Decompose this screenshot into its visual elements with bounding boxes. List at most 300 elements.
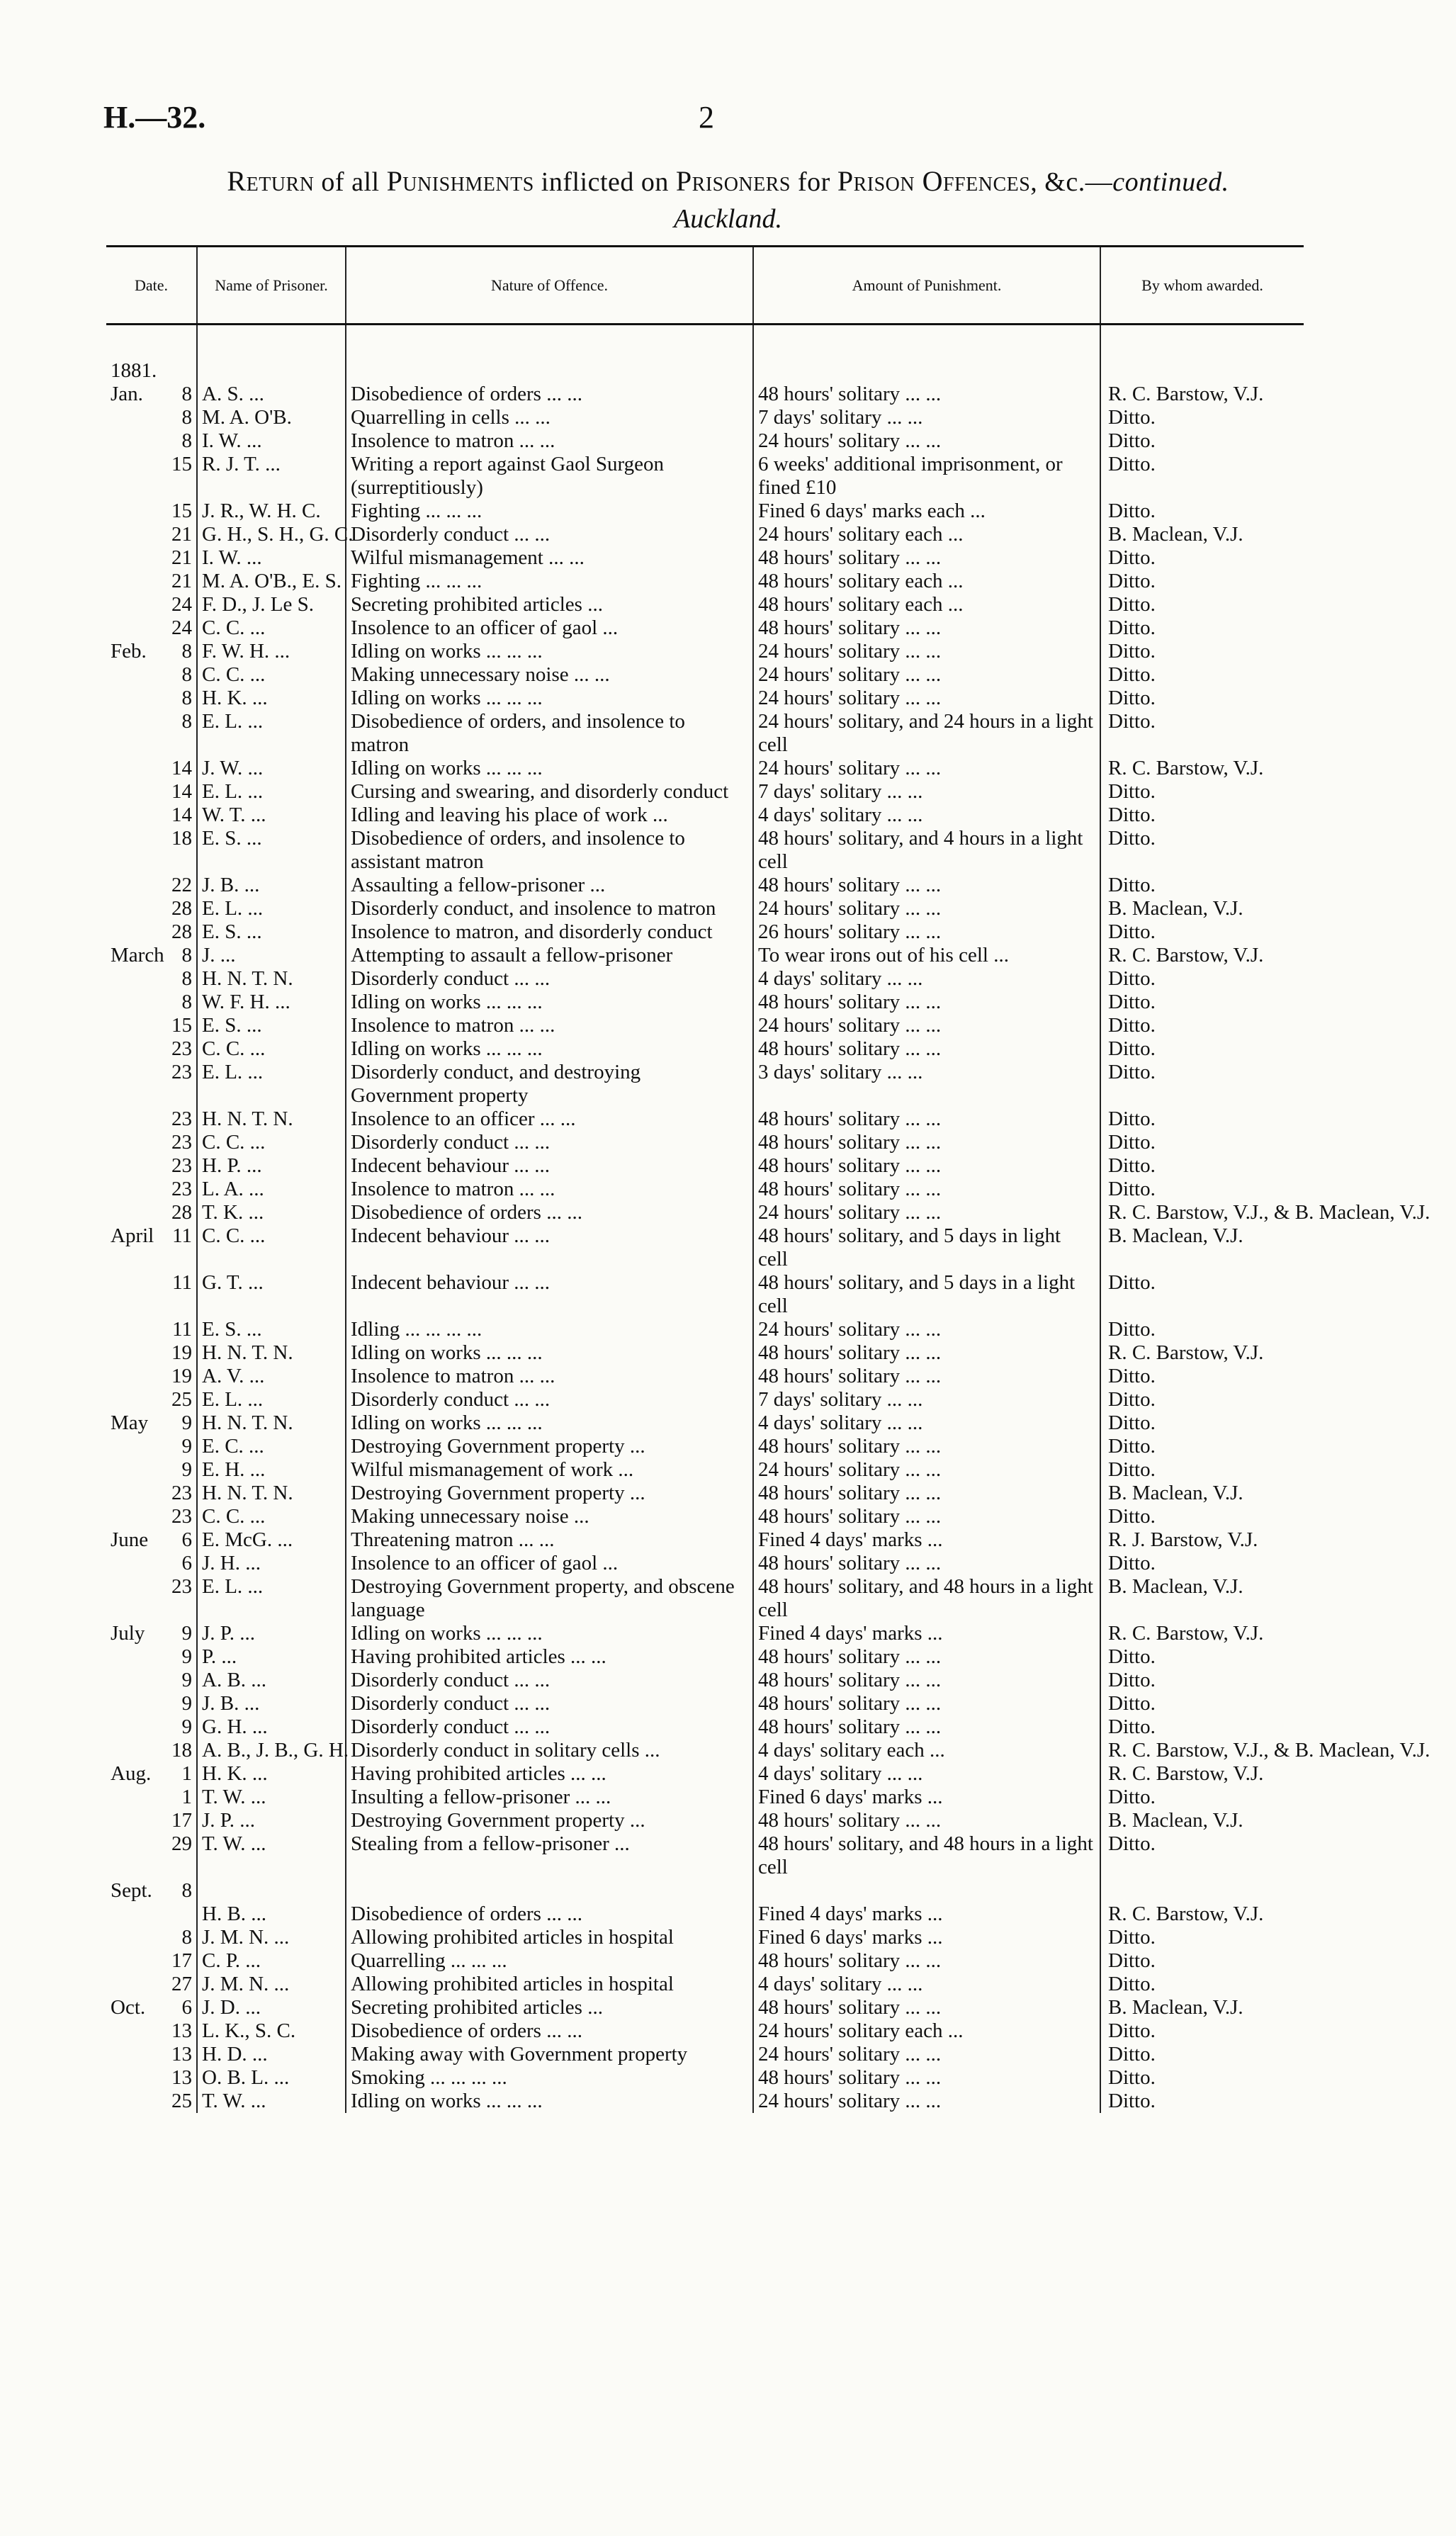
- offence-cell: Fighting ... ... ...: [346, 570, 753, 593]
- date-cell: [106, 1131, 197, 1154]
- date-day: 13: [171, 2043, 192, 2066]
- prisoner-name-cell: C. C. ...: [197, 1131, 346, 1154]
- date-month: Feb.: [111, 640, 147, 663]
- date-day: 23: [171, 1154, 192, 1177]
- table-row: [106, 1669, 1304, 1692]
- punishment-cell: 24 hours' solitary ... ...: [753, 2043, 1100, 2066]
- punishment-cell: 48 hours' solitary ... ...: [753, 1669, 1100, 1692]
- prisoner-name-cell: E. McG. ...: [197, 1528, 346, 1552]
- punishment-cell: 7 days' solitary ... ...: [753, 1388, 1100, 1411]
- table-row: [106, 663, 1304, 687]
- punishment-cell: 24 hours' solitary ... ...: [753, 757, 1100, 780]
- awarded-by-cell: Ditto.: [1100, 874, 1304, 897]
- punishment-cell: 48 hours' solitary ... ...: [753, 546, 1100, 570]
- awarded-by-cell: Ditto.: [1100, 1505, 1304, 1528]
- punishment-cell: Fined 4 days' marks ...: [753, 1903, 1100, 1926]
- date-day: 25: [171, 1388, 192, 1411]
- prisoner-name-cell: G. H., S. H., G. C.: [197, 523, 346, 546]
- punishment-cell: To wear irons out of his cell ...: [753, 944, 1100, 967]
- date-cell: [106, 757, 197, 780]
- offence-cell: Assaulting a fellow-prisoner ...: [346, 874, 753, 897]
- prisoner-name-cell: G. T. ...: [197, 1271, 346, 1318]
- table-row: [106, 920, 1304, 944]
- punishment-cell: Fined 6 days' marks each ...: [753, 500, 1100, 523]
- punishment-cell: 6 weeks' additional imprisonment, or fined £10: [753, 453, 1100, 500]
- offence-cell: Destroying Government property ...: [346, 1435, 753, 1458]
- punishment-cell: 48 hours' solitary ... ...: [753, 1037, 1100, 1061]
- date-month: June: [111, 1528, 149, 1551]
- punishment-cell: 3 days' solitary ... ...: [753, 1061, 1100, 1108]
- table-row: [106, 2019, 1304, 2043]
- prisoner-name-cell: J. P. ...: [197, 1622, 346, 1645]
- date-cell: [106, 2043, 197, 2066]
- date-day: 8: [181, 383, 192, 405]
- date-day: 28: [171, 1201, 192, 1224]
- column-header-date: Date.: [106, 247, 197, 325]
- punishment-cell: 4 days' solitary ... ...: [753, 804, 1100, 827]
- table-row: [106, 1014, 1304, 1037]
- date-day: 8: [181, 944, 192, 967]
- date-cell: [106, 1271, 197, 1318]
- date-cell: [106, 1762, 197, 1786]
- table-row: [106, 1505, 1304, 1528]
- punishment-cell: 24 hours' solitary ... ...: [753, 687, 1100, 710]
- date-month: Sept.: [111, 1879, 152, 1902]
- punishment-cell: 48 hours' solitary ... ...: [753, 1645, 1100, 1669]
- offence-cell: Idling and leaving his place of work ...: [346, 804, 753, 827]
- punishment-cell: 48 hours' solitary ... ...: [753, 1435, 1100, 1458]
- date-day: 9: [181, 1715, 192, 1738]
- table-row: [106, 1926, 1304, 1949]
- offence-cell: Insolence to an officer of gaol ...: [346, 616, 753, 640]
- prisoner-name-cell: F. W. H. ...: [197, 640, 346, 663]
- table-row: [106, 570, 1304, 593]
- date-cell: [106, 1014, 197, 1037]
- punishment-cell: 4 days' solitary ... ...: [753, 1762, 1100, 1786]
- awarded-by-cell: Ditto.: [1100, 827, 1304, 874]
- date-day: 21: [171, 546, 192, 569]
- offence-cell: Idling on works ... ... ...: [346, 687, 753, 710]
- date-cell: [106, 1973, 197, 1996]
- date-cell: [106, 1037, 197, 1061]
- awarded-by-cell: Ditto.: [1100, 1458, 1304, 1482]
- prisoner-name-cell: J. M. N. ...: [197, 1973, 346, 1996]
- awarded-by-cell: Ditto.: [1100, 1973, 1304, 1996]
- date-cell: [106, 1365, 197, 1388]
- awarded-by-cell: Ditto.: [1100, 920, 1304, 944]
- offence-cell: Disorderly conduct ... ...: [346, 1669, 753, 1692]
- awarded-by-cell: Ditto.: [1100, 1178, 1304, 1201]
- offence-cell: Disorderly conduct ... ...: [346, 1715, 753, 1739]
- offence-cell: Indecent behaviour ... ...: [346, 1154, 753, 1178]
- prisoner-name-cell: M. A. O'B.: [197, 406, 346, 429]
- title-continued: continued.: [1112, 167, 1229, 197]
- date-day: 13: [171, 2019, 192, 2042]
- punishment-cell: 48 hours' solitary ... ...: [753, 1154, 1100, 1178]
- prisoner-name-cell: J. P. ...: [197, 1809, 346, 1832]
- page-number: 2: [699, 100, 714, 135]
- date-day: 23: [171, 1037, 192, 1060]
- awarded-by-cell: Ditto.: [1100, 1832, 1304, 1879]
- table-row: [106, 1365, 1304, 1388]
- date-day: 22: [171, 874, 192, 896]
- punishment-cell: 24 hours' solitary each ...: [753, 523, 1100, 546]
- offence-cell: Allowing prohibited articles in hospital: [346, 1926, 753, 1949]
- punishment-cell: 48 hours' solitary ... ...: [753, 874, 1100, 897]
- awarded-by-cell: R. C. Barstow, V.J.: [1100, 1622, 1304, 1645]
- prisoner-name-cell: E. S. ...: [197, 920, 346, 944]
- prisoner-name-cell: A. V. ...: [197, 1365, 346, 1388]
- date-day: 18: [171, 827, 192, 850]
- title-offences: Prison Offences: [837, 165, 1031, 197]
- date-month: July: [111, 1622, 145, 1645]
- offence-cell: Idling on works ... ... ...: [346, 1622, 753, 1645]
- title-tail: , &c.—: [1030, 167, 1113, 197]
- prisoner-name-cell: C. C. ...: [197, 1037, 346, 1061]
- table-body: [106, 325, 1430, 2114]
- prisoner-name-cell: M. A. O'B., E. S.: [197, 570, 346, 593]
- prisoner-name-cell: J. M. N. ...: [197, 1926, 346, 1949]
- table-row: [106, 1832, 1304, 1879]
- prisoner-name-cell: W. T. ...: [197, 804, 346, 827]
- date-month: April: [111, 1224, 154, 1247]
- awarded-by-cell: Ditto.: [1100, 1552, 1304, 1575]
- prisoner-name-cell: G. H. ...: [197, 1715, 346, 1739]
- date-month: May: [111, 1411, 149, 1434]
- title-prisoners: Prisoners: [675, 165, 791, 197]
- offence-cell: Having prohibited articles ... ...: [346, 1762, 753, 1786]
- table-row: [106, 383, 1304, 406]
- title-part: of all: [321, 167, 380, 197]
- awarded-by-cell: B. Maclean, V.J.: [1100, 1575, 1304, 1622]
- date-cell: [106, 827, 197, 874]
- date-day: 13: [171, 2066, 192, 2089]
- punishment-cell: 48 hours' solitary, and 5 days in a light cell: [753, 1271, 1100, 1318]
- offence-cell: Disorderly conduct, and insolence to matron: [346, 897, 753, 920]
- offence-cell: Disorderly conduct ... ...: [346, 1131, 753, 1154]
- awarded-by-cell: Ditto.: [1100, 1388, 1304, 1411]
- punishment-cell: 4 days' solitary ... ...: [753, 967, 1100, 991]
- awarded-by-cell: Ditto.: [1100, 1645, 1304, 1669]
- date-cell: [106, 616, 197, 640]
- date-day: 21: [171, 570, 192, 592]
- awarded-by-cell: Ditto.: [1100, 991, 1304, 1014]
- date-cell: [106, 570, 197, 593]
- table-row: [106, 1201, 1304, 1224]
- awarded-by-cell: Ditto.: [1100, 500, 1304, 523]
- punishment-cell: 48 hours' solitary ... ...: [753, 1108, 1100, 1131]
- offence-cell: Threatening matron ... ...: [346, 1528, 753, 1552]
- offence-cell: [346, 1879, 753, 1903]
- awarded-by-cell: Ditto.: [1100, 1318, 1304, 1341]
- table-header-row: [106, 247, 1304, 325]
- awarded-by-cell: Ditto.: [1100, 710, 1304, 757]
- awarded-by-cell: R. C. Barstow, V.J.: [1100, 1762, 1304, 1786]
- date-day: 23: [171, 1178, 192, 1200]
- date-day: 6: [181, 1996, 192, 2019]
- awarded-by-cell: Ditto.: [1100, 663, 1304, 687]
- date-cell: [106, 1622, 197, 1645]
- table-row: [106, 1645, 1304, 1669]
- date-day: 23: [171, 1061, 192, 1083]
- table-row: [106, 1224, 1304, 1271]
- prisoner-name-cell: T. W. ...: [197, 1832, 346, 1879]
- punishments-table: [106, 245, 1430, 2113]
- offence-cell: Idling on works ... ... ...: [346, 1411, 753, 1435]
- date-cell: [106, 1786, 197, 1809]
- offence-cell: Disorderly conduct ... ...: [346, 1692, 753, 1715]
- punishment-cell: 48 hours' solitary, and 5 days in light cell: [753, 1224, 1100, 1271]
- offence-cell: Attempting to assault a fellow-prisoner: [346, 944, 753, 967]
- punishment-cell: 48 hours' solitary, and 48 hours in a light cell: [753, 1575, 1100, 1622]
- punishment-cell: 4 days' solitary ... ...: [753, 1411, 1100, 1435]
- table-row: [106, 1973, 1304, 1996]
- punishment-cell: 48 hours' solitary ... ...: [753, 1996, 1100, 2019]
- prisoner-name-cell: E. S. ...: [197, 1014, 346, 1037]
- punishment-cell: 24 hours' solitary ... ...: [753, 2090, 1100, 2113]
- awarded-by-cell: Ditto.: [1100, 406, 1304, 429]
- date-cell: [106, 2066, 197, 2090]
- date-day: 9: [181, 1692, 192, 1715]
- offence-cell: Making unnecessary noise ...: [346, 1505, 753, 1528]
- date-day: 29: [171, 1832, 192, 1855]
- date-day: 15: [171, 1014, 192, 1037]
- offence-cell: Indecent behaviour ... ...: [346, 1271, 753, 1318]
- offence-cell: Having prohibited articles ... ...: [346, 1645, 753, 1669]
- prisoner-name-cell: C. C. ...: [197, 616, 346, 640]
- offence-cell: Quarrelling in cells ... ...: [346, 406, 753, 429]
- punishment-cell: 4 days' solitary each ...: [753, 1739, 1100, 1762]
- table-row: [106, 2043, 1304, 2066]
- date-day: 6: [181, 1552, 192, 1574]
- punishment-cell: 48 hours' solitary ... ...: [753, 1131, 1100, 1154]
- awarded-by-cell: R. C. Barstow, V.J.: [1100, 757, 1304, 780]
- date-day: 8: [181, 991, 192, 1013]
- prisoner-name-cell: F. D., J. Le S.: [197, 593, 346, 616]
- punishment-cell: 48 hours' solitary ... ...: [753, 1949, 1100, 1973]
- offence-cell: Disobedience of orders, and insolence to matron: [346, 710, 753, 757]
- awarded-by-cell: Ditto.: [1100, 780, 1304, 804]
- table-row: [106, 1575, 1304, 1622]
- date-cell: [106, 593, 197, 616]
- prisoner-name-cell: E. L. ...: [197, 1575, 346, 1622]
- offence-cell: Wilful mismanagement of work ...: [346, 1458, 753, 1482]
- awarded-by-cell: Ditto.: [1100, 546, 1304, 570]
- date-month: Jan.: [111, 383, 143, 405]
- awarded-by-cell: Ditto.: [1100, 640, 1304, 663]
- title-part: for: [798, 167, 830, 197]
- date-cell: [106, 967, 197, 991]
- punishment-cell: 48 hours' solitary, and 4 hours in a light cell: [753, 827, 1100, 874]
- date-day: 9: [181, 1411, 192, 1434]
- offence-cell: Insolence to matron ... ...: [346, 1178, 753, 1201]
- date-cell: [106, 1879, 197, 1903]
- year-cell: 1881.: [111, 359, 157, 382]
- date-cell: [106, 406, 197, 429]
- offence-cell: Disorderly conduct ... ...: [346, 523, 753, 546]
- date-cell: [106, 804, 197, 827]
- date-cell: [106, 640, 197, 663]
- prisoner-name-cell: H. N. T. N.: [197, 1482, 346, 1505]
- table-row: [106, 1762, 1304, 1786]
- table-row: [106, 523, 1304, 546]
- offence-cell: Disobedience of orders, and insolence to assistant matron: [346, 827, 753, 874]
- date-day: 24: [171, 593, 192, 616]
- punishment-cell: 26 hours' solitary ... ...: [753, 920, 1100, 944]
- table-row: [106, 1131, 1304, 1154]
- page-subtitle: Auckland.: [673, 204, 782, 234]
- prisoner-name-cell: T. W. ...: [197, 1786, 346, 1809]
- date-cell: [106, 1154, 197, 1178]
- table-row: [106, 1108, 1304, 1131]
- table-row: [106, 1388, 1304, 1411]
- punishment-cell: 48 hours' solitary ... ...: [753, 616, 1100, 640]
- awarded-by-cell: R. J. Barstow, V.J.: [1100, 1528, 1304, 1552]
- awarded-by-cell: R. C. Barstow, V.J.: [1100, 1341, 1304, 1365]
- prisoner-name-cell: H. N. T. N.: [197, 1341, 346, 1365]
- awarded-by-cell: Ditto.: [1100, 1365, 1304, 1388]
- offence-cell: Making away with Government property: [346, 2043, 753, 2066]
- date-cell: [106, 1178, 197, 1201]
- table-row: [106, 1809, 1304, 1832]
- prisoner-name-cell: J. R., W. H. C.: [197, 500, 346, 523]
- prisoner-name-cell: E. L. ...: [197, 780, 346, 804]
- date-cell: [106, 546, 197, 570]
- date-month: Oct.: [111, 1996, 146, 2019]
- page-title: [0, 164, 1456, 198]
- date-day: 17: [171, 1949, 192, 1972]
- date-day: 9: [181, 1458, 192, 1481]
- column-header-punishment: Amount of Punishment.: [753, 247, 1100, 325]
- prisoner-name-cell: H. N. T. N.: [197, 1108, 346, 1131]
- awarded-by-cell: Ditto.: [1100, 1154, 1304, 1178]
- punishment-cell: 48 hours' solitary ... ...: [753, 1178, 1100, 1201]
- awarded-by-cell: Ditto.: [1100, 1949, 1304, 1973]
- date-cell: [106, 1411, 197, 1435]
- punishment-cell: 48 hours' solitary each ...: [753, 570, 1100, 593]
- offence-cell: Indecent behaviour ... ...: [346, 1224, 753, 1271]
- date-day: 23: [171, 1131, 192, 1154]
- awarded-by-cell: Ditto.: [1100, 570, 1304, 593]
- table-row: [106, 757, 1304, 780]
- awarded-by-cell: Ditto.: [1100, 1061, 1304, 1108]
- prisoner-name-cell: C. C. ...: [197, 1224, 346, 1271]
- awarded-by-cell: Ditto.: [1100, 2043, 1304, 2066]
- date-day: 9: [181, 1622, 192, 1645]
- date-cell: [106, 523, 197, 546]
- table-row: [106, 429, 1304, 453]
- table-row: [106, 897, 1304, 920]
- date-day: 11: [172, 1271, 192, 1294]
- table-row: [106, 1528, 1304, 1552]
- date-day: 9: [181, 1435, 192, 1458]
- date-day: 27: [171, 1973, 192, 1995]
- awarded-by-cell: Ditto.: [1100, 804, 1304, 827]
- date-day: 15: [171, 500, 192, 522]
- date-day: 25: [171, 2090, 192, 2112]
- awarded-by-cell: Ditto.: [1100, 1037, 1304, 1061]
- table-row: [106, 406, 1304, 429]
- prisoner-name-cell: J. H. ...: [197, 1552, 346, 1575]
- date-cell: [106, 710, 197, 757]
- table-row: [106, 991, 1304, 1014]
- offence-cell: Disorderly conduct ... ...: [346, 967, 753, 991]
- date-day: 6: [181, 1528, 192, 1551]
- table-row: [106, 593, 1304, 616]
- date-day: 11: [172, 1224, 192, 1247]
- date-cell: [106, 1482, 197, 1505]
- offence-cell: Insolence to an officer of gaol ...: [346, 1552, 753, 1575]
- title-punishments: Punishments: [386, 165, 534, 197]
- offence-cell: Allowing prohibited articles in hospital: [346, 1973, 753, 1996]
- awarded-by-cell: Ditto.: [1100, 1014, 1304, 1037]
- punishment-cell: 48 hours' solitary ... ...: [753, 1482, 1100, 1505]
- date-cell: [106, 1458, 197, 1482]
- awarded-by-cell: B. Maclean, V.J.: [1100, 1482, 1304, 1505]
- offence-cell: Wilful mismanagement ... ...: [346, 546, 753, 570]
- date-cell: [106, 1669, 197, 1692]
- prisoner-name-cell: O. B. L. ...: [197, 2066, 346, 2090]
- prisoner-name-cell: E. L. ...: [197, 1388, 346, 1411]
- punishment-cell: Fined 4 days' marks ...: [753, 1528, 1100, 1552]
- prisoner-name-cell: A. B., J. B., G. H.: [197, 1739, 346, 1762]
- date-day: 8: [181, 710, 192, 733]
- offence-cell: Stealing from a fellow-prisoner ...: [346, 1832, 753, 1879]
- table-row: [106, 780, 1304, 804]
- offence-cell: Insolence to matron ... ...: [346, 1014, 753, 1037]
- date-day: 23: [171, 1505, 192, 1528]
- prisoner-name-cell: H. D. ...: [197, 2043, 346, 2066]
- date-cell: [106, 1832, 197, 1879]
- date-cell: [106, 1061, 197, 1108]
- date-cell: [106, 383, 197, 406]
- awarded-by-cell: B. Maclean, V.J.: [1100, 1996, 1304, 2019]
- punishment-cell: 24 hours' solitary ... ...: [753, 897, 1100, 920]
- prisoner-name-cell: I. W. ...: [197, 429, 346, 453]
- title-return: Return: [227, 165, 315, 197]
- date-day: 28: [171, 897, 192, 920]
- date-cell: [106, 1645, 197, 1669]
- table-row: [106, 1411, 1304, 1435]
- punishment-cell: 48 hours' solitary, and 48 hours in a light cell: [753, 1832, 1100, 1879]
- table-row: [106, 1178, 1304, 1201]
- table-row: [106, 1271, 1304, 1318]
- prisoner-name-cell: E. L. ...: [197, 710, 346, 757]
- date-day: 1: [181, 1786, 192, 1808]
- date-day: 8: [181, 1926, 192, 1949]
- year-row: [106, 325, 1304, 383]
- table-row: [106, 1715, 1304, 1739]
- date-cell: [106, 1949, 197, 1973]
- punishment-cell: 48 hours' solitary ... ...: [753, 1809, 1100, 1832]
- offence-cell: Insulting a fellow-prisoner ... ...: [346, 1786, 753, 1809]
- awarded-by-cell: B. Maclean, V.J.: [1100, 1224, 1304, 1271]
- prisoner-name-cell: H. K. ...: [197, 1762, 346, 1786]
- report-reference: H.—32.: [103, 100, 206, 135]
- date-cell: [106, 1809, 197, 1832]
- prisoner-name-cell: C. C. ...: [197, 1505, 346, 1528]
- punishment-cell: 48 hours' solitary each ...: [753, 593, 1100, 616]
- awarded-by-cell: Ditto.: [1100, 593, 1304, 616]
- table-row: [106, 827, 1304, 874]
- awarded-by-cell: Ditto.: [1100, 1271, 1304, 1318]
- prisoner-name-cell: J. D. ...: [197, 1996, 346, 2019]
- punishment-cell: 48 hours' solitary ... ...: [753, 1552, 1100, 1575]
- table-row: [106, 1482, 1304, 1505]
- offence-cell: Idling on works ... ... ...: [346, 2090, 753, 2113]
- offence-cell: Disobedience of orders ... ...: [346, 1201, 753, 1224]
- date-day: 28: [171, 920, 192, 943]
